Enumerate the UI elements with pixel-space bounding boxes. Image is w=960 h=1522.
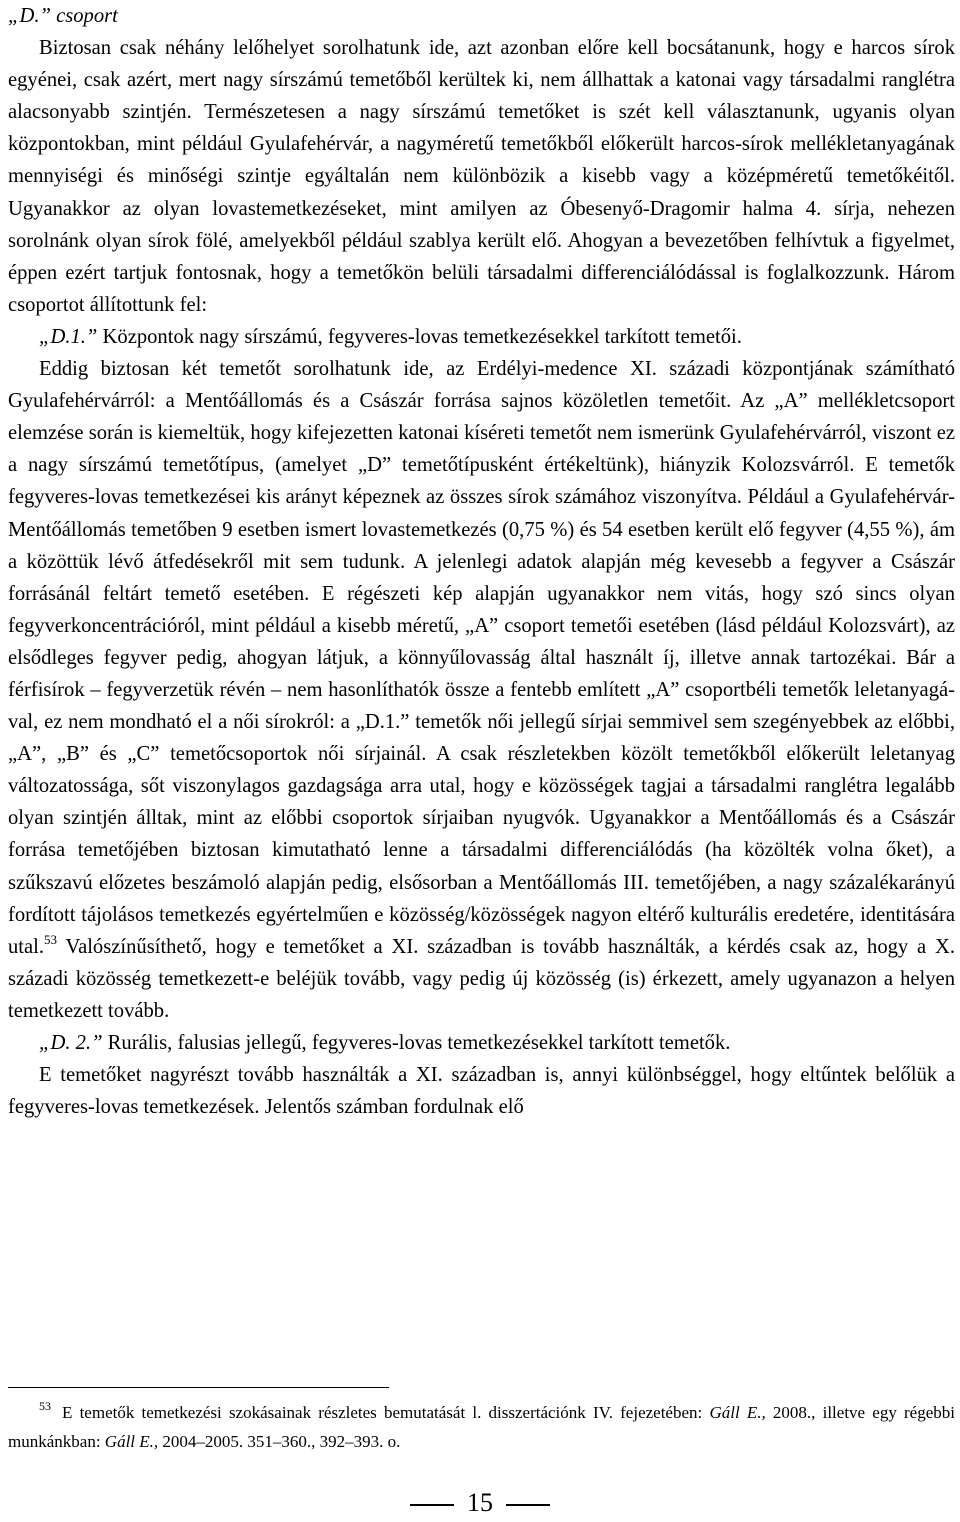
section-heading: „D.” csoport (8, 5, 118, 27)
page-number-dash-right (506, 1504, 550, 1506)
footnote-number: 53 (39, 1399, 51, 1413)
footnote-reference[interactable]: 53 (44, 931, 58, 947)
footnote-text-c: 2004–2005. 351–360., 392–393. o. (158, 1432, 401, 1451)
subsection-d2-label: „D. 2.” (39, 1032, 103, 1054)
intro-paragraph: Biztosan csak néhány lelőhelyet sorolhatunk ide, azt azonban előre kell bocsátanunk, hogy e harcos sírok egyénei, csak azért, mert nagy sírszámú temetőből kerültek ki, nem állhattak a katonai vagy társadalmi ranglétra alacsonyabb szintjén. Természetesen a nagy sírszámú temetőket is szét kell választanunk, ugyanis olyan központokban, mint például Gyulafehérvár, a nagyméretű temetőkből előkerült harcos-sírok mellékletanyagának mennyiségi és minőségi szintje egyáltalán nem különbözik a kisebb vagy a középméretű temetőkéitől. Ugyanakkor az olyan lovastemetkezéseket, mint amilyen az Óbesenyő-Dragomir halma 4. sírja, nehezen sorolnánk olyan sírok fölé, amelyekből például szablya került elő. Ahogyan a bevezetőben felhívtuk a figyelmet, éppen ezért tartjuk fontosnak, hogy a temetőkön belüli társadalmi differenciálódással is foglalkozzunk. Három csoportot állítottunk fel: (8, 37, 955, 316)
main-text (8, 0, 955, 1123)
subsection-d1-heading (8, 321, 955, 353)
footnote-text-b: 2008., illetve egy régebbi munkánkban: (8, 1403, 955, 1451)
footnote-author-1: Gáll E., (709, 1403, 766, 1422)
footnote-author-2: Gáll E., (104, 1432, 159, 1451)
subsection-d1-body-continued: Valószínűsíthető, hogy e temetőket a XI. században is tovább használták, a kérdés csak az, hogy a X. századi közösség temetkezett-e beléjük tovább, vagy pedig új közösség (is) érkezett, amely ugyanazon a helyen temetkezett tovább. (8, 935, 955, 1022)
subsection-d2-heading (8, 1027, 955, 1059)
subsection-d1-label: „D.1.” (39, 325, 98, 348)
footnote-divider (8, 1387, 389, 1388)
subsection-d2-title: Rurális, falusias jellegű, fegyveres-lovas temetkezésekkel tarkított temetők. (102, 1032, 731, 1054)
page-number-dash-left (410, 1504, 454, 1506)
subsection-d2-paragraph: E temetőket nagyrészt tovább használták a XI. században is, annyi különbséggel, hogy eltűntek belőlük a fegyveres-lovas temetkezések. Jelentős számban fordulnak elő (8, 1064, 955, 1119)
page-number: 15 (467, 1488, 493, 1517)
page-number-row (0, 1488, 960, 1518)
footnote (8, 1398, 955, 1456)
subsection-d1-paragraph (8, 353, 955, 1027)
subsection-d1-body: Eddig biztosan két temetőt sorolhatunk ide, az Erdélyi-medence XI. századi központjának számítható Gyulafehérvárról: a Mentőállomás és a Császár forrása sajnos közöletlen temetőit. Az „A” mellékletcsoport elemzése során is kiemeltük, hogy kifejezetten katonai kíséreti temetőt nem ismerünk Gyulafehérvárról, viszont ez a nagy sírszámú temetőtípus, (amelyet „D” temetőtípusként értékeltünk), hiányzik Kolozsvárról. E temetők fegyveres-lovas temetkezései kis arányt képeznek az összes sírok számához viszonyítva. Például a Gyulafehérvár-Mentőállomás temetőben 9 esetben ismert lovastemetkezés (0,75 %) és 54 esetben került elő fegyver (4,55 %), ám a közöttük lévő átfedésekről mit sem tudunk. A jelenlegi adatok alapján még kevesebb a fegyver a Császár forrásánál feltárt temető esetében. E régészeti kép alapján ugyanakkor nem vitás, hogy szó sincs olyan fegyverkoncentrációról, mint például a kisebb méretű, „A” csoport temetői esetében (lásd például Kolozsvárt), az elsődleges fegyver pedig, ahogyan látjuk, a könnyűlovasság által használt íj, illetve annak tartozékai. Bár a férfisírok – fegyverzetük révén – nem hasonlíthatók össze a fentebb említett „A” csoportbéli temetők leletanyagával, ez nem mondható el a női sírokról: a „D.1.” temetők női jellegű sírjai semmivel sem szegényebbek az előbbi, „A”, „B” és „C” temetőcsoportok női sírjainál. A csak részletekben közölt temetőkből előkerült leletanyag változatossága, sőt viszonylagos gazdagsága arra utal, hogy e közösségek tagjai a társadalmi ranglétra legalább olyan szintjén álltak, mint az előbbi csoportok sírjaiban nyugvók. Ugyanakkor a Mentőállomás és a Császár forrása temetőjében biztosan kimutatható lenne a társadalmi differenciálódás (ha közölték volna őket), a szűkszavú előzetes beszámoló alapján pedig, elsősorban a Mentőállomás III. temetőjében, a nagy százalékarányú fordított tájolásos temetkezés egyértelműen e közösség/közösségek nagyon eltérő kulturális eredetére, identitására utal. (8, 358, 955, 958)
footnote-text-a: E temetők temetkezési szokásainak részletes bemutatását l. disszertációnk IV. fejezetében: (62, 1403, 710, 1422)
subsection-d1-title: Központok nagy sírszámú, fegyveres-lovas temetkezésekkel tarkított temetői. (97, 325, 742, 348)
